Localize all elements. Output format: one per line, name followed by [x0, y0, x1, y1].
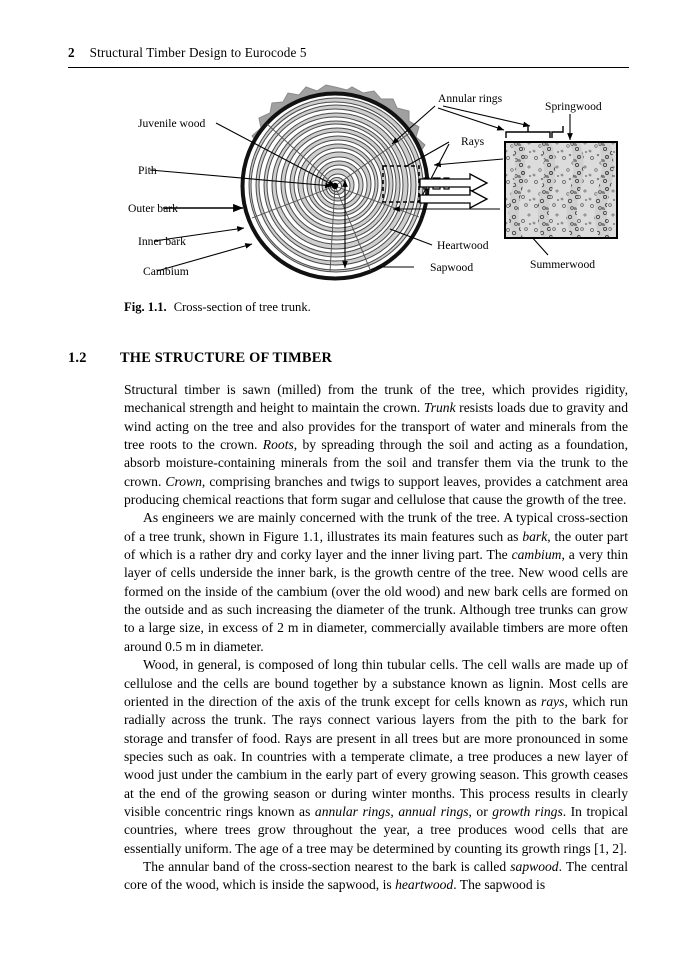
emphasis-term: rays	[541, 693, 565, 709]
page-number: 2	[68, 45, 75, 60]
label-rays: Rays	[461, 135, 485, 148]
leader-annular-rings-c	[443, 106, 530, 126]
tree-trunk-cross-section	[243, 85, 450, 279]
leader-annular-mid	[434, 159, 503, 165]
label-heartwood: Heartwood	[437, 239, 489, 252]
label-cambium: Cambium	[143, 265, 189, 278]
figure-caption	[124, 300, 311, 315]
magnifier-block-arrows	[420, 174, 487, 208]
emphasis-term: growth rings	[492, 803, 563, 819]
label-sapwood: Sapwood	[430, 261, 474, 274]
emphasis-term: sapwood	[510, 858, 559, 874]
emphasis-term: heartwood	[395, 877, 454, 893]
figure-caption-label: Fig. 1.1.	[124, 300, 167, 314]
label-inner-bark: Inner bark	[138, 235, 186, 248]
section-heading	[68, 350, 628, 367]
label-outer-bark: Outer bark	[128, 202, 178, 215]
leader-annular-rings-b	[438, 108, 504, 130]
paragraph: Wood, in general, is composed of long thin tubular cells. The cell walls are made up of cellulose and the cells are bound together by a substance known as lignin. Most cells are oriented in the direction of the axis of the trunk except for cells known as rays, which run radially across the trunk. The rays connect various layers from the pith to the bark for storage and transfer of food. Rays are present in all trees but are more pronounced in some species such as oak. In countries with a temperate climate, a tree produces a new layer of wood just under the cambium in the early part of every growing season. This growth ceases at the end of the growing season or during winter months. This process results in clearly visible concentric rings known as annular rings, annual rings, or growth rings. In tropical countries, where trees grow throughout the year, a tree produces wood cells that are essentially uniform. The age of a tree may be determined by counting its growth rings [1, 2].	[124, 657, 628, 856]
emphasis-term: annual rings	[398, 803, 469, 819]
paragraph: Structural timber is sawn (milled) from the trunk of the tree, which provides rigidity, mechanical strength and height to maintain the crown. Trunk resists loads due to gravity and wind acting on the tree and also provides for the transport of water and minerals from the tree roots to the crown. Roots, by spreading through the soil and acting as a foundation, absorb moisture-containing minerals from the soil and transfer them via the trunk to the crown. Crown, comprising branches and twigs to support leaves, provides a catchment area producing chemical reactions that form sugar and cellulose that cause the growth of the tree.	[124, 382, 628, 508]
label-pith: Pith	[138, 164, 157, 177]
emphasis-term: cambium	[511, 547, 562, 563]
emphasis-term: Crown	[165, 473, 202, 489]
body-text	[124, 381, 628, 895]
figure-caption-text: Cross-section of tree trunk.	[173, 300, 311, 314]
emphasis-term: annular rings	[314, 803, 391, 819]
emphasis-term: bark	[522, 528, 548, 544]
section-number: 1.2	[68, 350, 87, 366]
figure-1-1	[0, 82, 700, 287]
paragraph: The annular band of the cross-section nearest to the bark is called sapwood. The central core of the wood, which is inside the sapwood, is heartwood. The sapwood is	[124, 858, 628, 893]
emphasis-term: Trunk	[423, 400, 456, 416]
annular-ring-braces	[506, 126, 563, 138]
label-springwood: Springwood	[545, 100, 602, 113]
label-juvenile-wood: Juvenile wood	[138, 117, 206, 130]
header-rule	[68, 67, 629, 68]
paragraph: As engineers we are mainly concerned with the trunk of the tree. A typical cross-section of a tree trunk, shown in Figure 1.1, illustrates its main features such as bark, the outer part of which is a rather dry and corky layer and the inner living part. The cambium, a very thin layer of cells underside the inner bark, is the growth centre of the tree. New wood cells are formed on the inside of the cambium (over the old wood) and new bark cells are formed on the outside and as such increasing the diameter of the trunk. Although tree trunks can grow to a large size, in excess of 2 m in diameter, commercially available timbers are more often around 0.5 m in diameter.	[124, 510, 628, 654]
label-annular-rings: Annular rings	[438, 92, 503, 105]
running-head-title: Structural Timber Design to Eurocode 5	[89, 45, 307, 60]
emphasis-term: Roots	[262, 437, 294, 453]
running-head	[68, 45, 628, 65]
magnified-cell-panel	[505, 142, 617, 238]
section-title: THE STRUCTURE OF TIMBER	[120, 350, 333, 366]
label-summerwood: Summerwood	[530, 258, 596, 271]
